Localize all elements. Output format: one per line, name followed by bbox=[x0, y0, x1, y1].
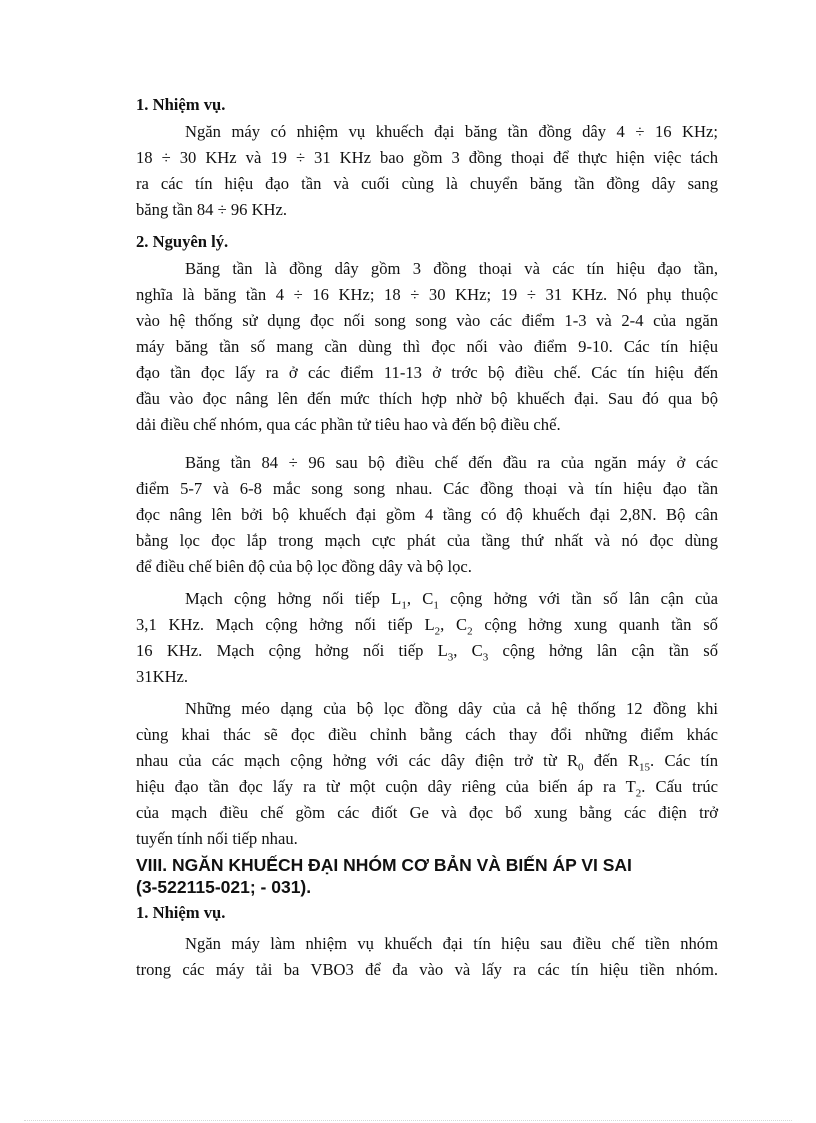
section-heading-principle: 2. Nguyên lý. bbox=[136, 232, 229, 251]
text-line: nghĩa là băng tần 4 ÷ 16 KHz; 18 ÷ 30 KHz; 19 ÷ 31 KHz. Nó phụ thuộc bbox=[136, 285, 718, 304]
text-line: điểm 5-7 và 6-8 mắc song song nhau. Các đồng thoại và tín hiệu đạo tần bbox=[136, 479, 718, 498]
text-line: Băng tần 84 ÷ 96 sau bộ điều chế đến đầu ra của ngăn máy ở các bbox=[185, 453, 718, 472]
text-line: băng tần 84 ÷ 96 KHz. bbox=[136, 200, 288, 219]
text-line: Băng tần là đồng dây gồm 3 đồng thoại và các tín hiệu đạo tần, bbox=[185, 259, 718, 278]
paragraph-task-2 bbox=[136, 931, 718, 983]
text-line: đọc nâng lên bởi bộ khuếch đại gồm 4 tầng có độ khuếch đại 2,8N. Bộ cân bbox=[136, 505, 718, 524]
text-line: của mạch điều chế gồm các điốt Ge và đọc bổ xung bằng các điện trở bbox=[136, 803, 718, 822]
paragraph-principle-2 bbox=[136, 450, 718, 580]
text-line: trong các máy tải ba VBO3 để đa vào và lấy ra các tín hiệu tiền nhóm. bbox=[136, 960, 718, 979]
text-line: tuyến tính nối tiếp nhau. bbox=[136, 829, 298, 848]
paragraph-resonance bbox=[136, 586, 718, 690]
text-line: dải điều chế nhóm, qua các phần tử tiêu hao và đến bộ điều chế. bbox=[136, 415, 561, 434]
section-heading-task: 1. Nhiệm vụ. bbox=[136, 95, 226, 114]
paragraph-principle-1 bbox=[136, 256, 718, 438]
text-line: 3,1 KHz. Mạch cộng hởng nối tiếp $L_2$, $C_2$ cộng hởng xung quanh tần số bbox=[136, 615, 718, 638]
text-line: đầu vào đọc nâng lên đến mức thích hợp nhờ bộ khuếch đại. Sau đó qua bộ bbox=[136, 389, 718, 408]
text-line: vào hệ thống sử dụng đọc nối song song vào các điểm 1-3 và 2-4 của ngăn bbox=[136, 311, 718, 330]
text-line: 16 KHz. Mạch cộng hởng nối tiếp $L_3$, $C_3$ cộng hởng lân cận tần số bbox=[136, 641, 718, 664]
text-line: Ngăn máy có nhiệm vụ khuếch đại băng tần đồng dây 4 ÷ 16 KHz; bbox=[185, 122, 718, 141]
text-line: để điều chế biên độ của bộ lọc đồng dây và bộ lọc. bbox=[136, 557, 472, 576]
text-line: Những méo dạng của bộ lọc đồng dây của cả hệ thống 12 đồng khi bbox=[185, 699, 718, 718]
text-line: ra các tín hiệu đạo tần và cuối cùng là chuyển băng tần đồng dây sang bbox=[136, 174, 718, 193]
text-line: bằng lọc đọc lắp trong mạch cực phát của tầng thứ nhất và nó đọc dùng bbox=[136, 531, 718, 550]
text-line: máy băng tần số mang cần dùng thì đọc nối vào điểm 9-10. Các tín hiệu bbox=[136, 337, 718, 356]
text-line: Ngăn máy làm nhiệm vụ khuếch đại tín hiệu sau điều chế tiền nhóm bbox=[185, 934, 718, 953]
chapter-heading: VIII. NGĂN KHUẾCH ĐẠI NHÓM CƠ BẢN VÀ BIẾN ÁP VI SAI (3-522115-021; - 031). bbox=[136, 855, 632, 897]
text-line: cùng khai thác sẽ đọc điều chỉnh bằng cách thay đổi những điểm khác bbox=[136, 725, 718, 744]
section-heading-task-2: 1. Nhiệm vụ. bbox=[136, 903, 226, 922]
paragraph-distortion bbox=[136, 696, 718, 852]
text-line: đạo tần đọc lấy ra ở các điểm 11-13 ở trớc bộ điều chế. Các tín hiệu đến bbox=[136, 363, 718, 382]
page-bottom-crop bbox=[0, 1028, 816, 1123]
text-line: 18 ÷ 30 KHz và 19 ÷ 31 KHz bao gồm 3 đồng thoại để thực hiện việc tách bbox=[136, 148, 718, 167]
page-bottom-rule bbox=[24, 1120, 792, 1121]
text-line: hiệu đạo tần đọc lấy ra từ một cuộn dây riêng của biến áp ra $T_2$. Cấu trúc bbox=[136, 777, 718, 800]
text-line: Mạch cộng hởng nối tiếp $L_1$, $C_1$ cộng hởng với tần số lân cận của bbox=[185, 589, 718, 612]
document-page bbox=[136, 92, 718, 983]
text-line: nhau của các mạch cộng hởng với các dây điện trở từ $R_0$ đến $R_{15}$. Các tín bbox=[136, 751, 718, 774]
paragraph-task bbox=[136, 119, 718, 223]
text-line: 31KHz. bbox=[136, 667, 189, 686]
